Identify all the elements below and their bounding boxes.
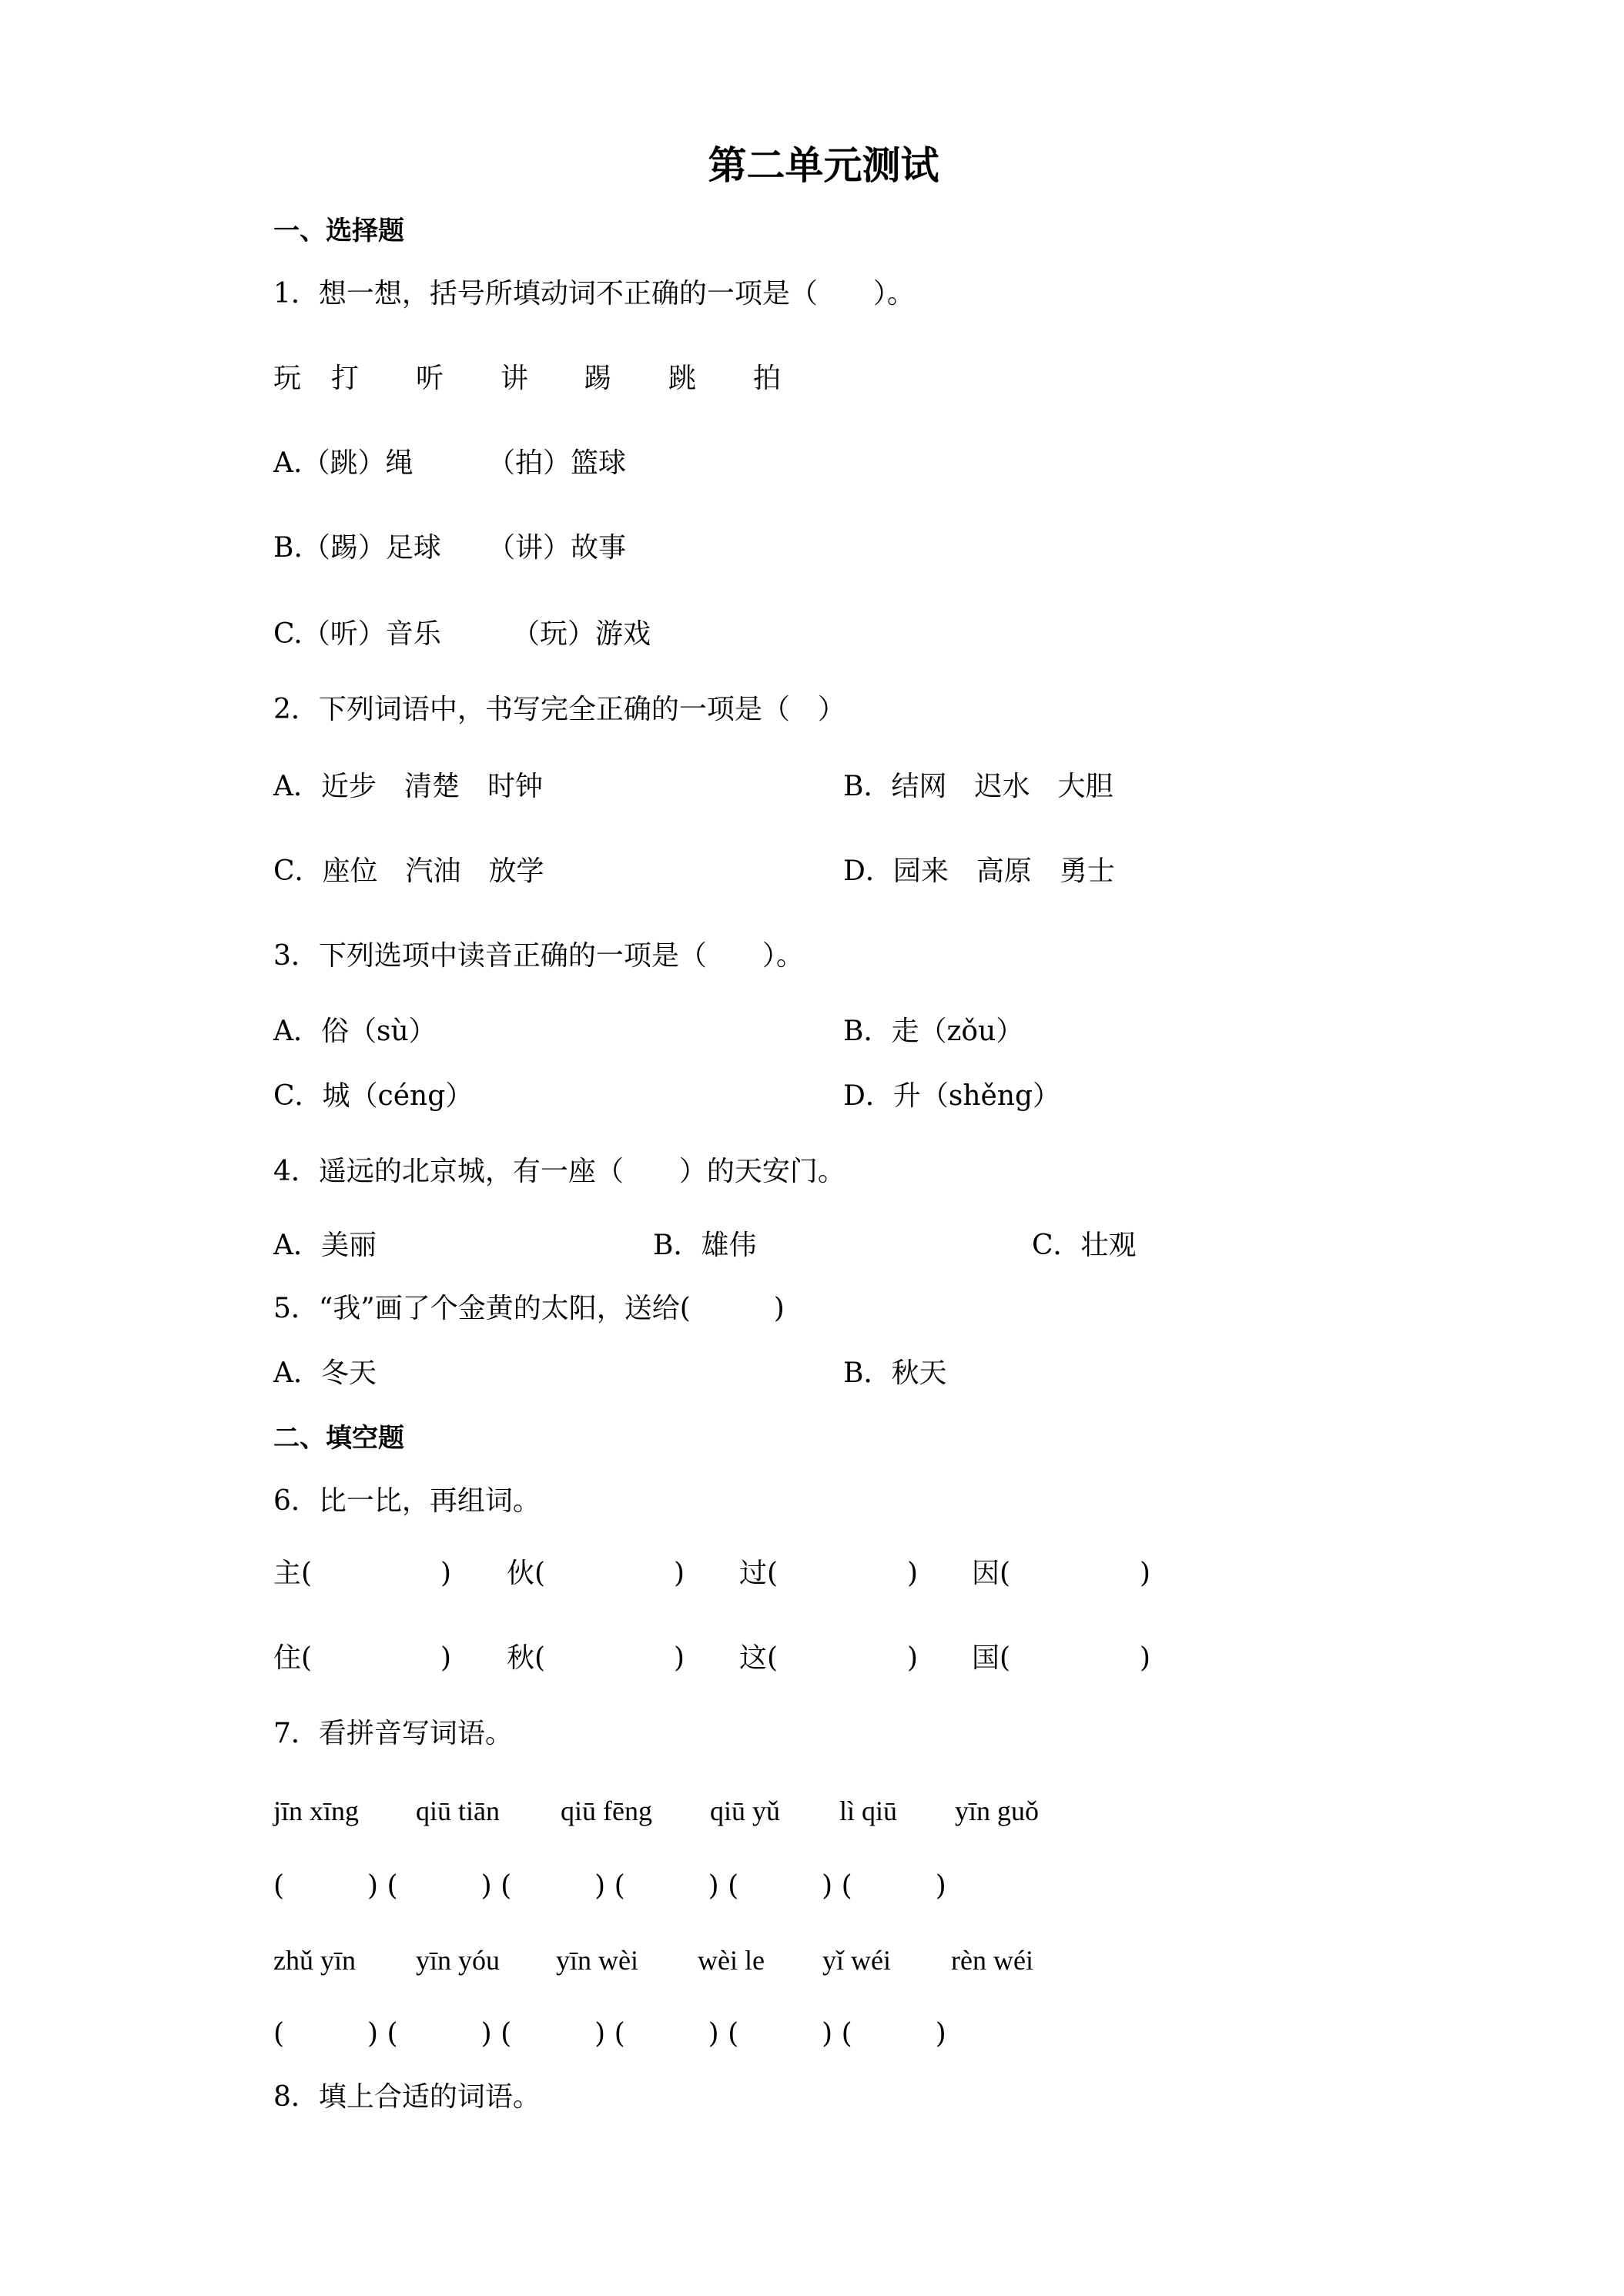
verb-item: 听 — [416, 363, 444, 394]
page-title: 第二单元测试 — [708, 143, 939, 188]
question-1-option-c1: C.（听）音乐 — [273, 618, 441, 650]
compare-close: ) — [674, 1558, 685, 1589]
question-4-stem: 4．遥远的北京城，有一座（ ）的天安门。 — [273, 1156, 845, 1187]
question-4-option-b: B．雄伟 — [653, 1230, 757, 1261]
question-1-option-b1: B.（踢）足球 — [273, 532, 441, 564]
compare-close: ) — [440, 1642, 452, 1674]
pinyin-item: yīn guǒ — [955, 1796, 1040, 1826]
question-1-stem: 1．想一想，括号所填动词不正确的一项是（ ）。 — [273, 278, 915, 310]
pinyin-item: jīn xīng — [273, 1796, 360, 1826]
question-8-stem: 8．填上合适的词语。 — [273, 2081, 541, 2113]
compare-char: 伙( — [507, 1558, 546, 1589]
verb-item: 玩 — [273, 363, 302, 394]
compare-char: 秋( — [507, 1642, 546, 1674]
pinyin-item: lì qiū — [839, 1796, 898, 1826]
compare-char: 住( — [273, 1642, 313, 1674]
question-1-option-b2: （讲）故事 — [487, 532, 627, 564]
compare-char: 因( — [972, 1558, 1011, 1589]
question-2-option-c: C．座位 汽油 放学 — [273, 855, 544, 887]
question-5-option-a: A．冬天 — [273, 1357, 377, 1389]
compare-close: ) — [907, 1558, 919, 1589]
verb-item: 拍 — [753, 363, 782, 394]
question-3-option-c: C．城（céng） — [273, 1080, 474, 1112]
question-1-option-a1: A.（跳）绳 — [273, 447, 414, 479]
question-1-option-c2: （玩）游戏 — [512, 618, 651, 650]
pinyin-item: yǐ wéi — [822, 1945, 891, 1976]
compare-close: ) — [674, 1642, 685, 1674]
pinyin-item: yīn wèi — [556, 1945, 638, 1976]
compare-close: ) — [440, 1558, 452, 1589]
compare-close: ) — [1140, 1558, 1151, 1589]
question-1-option-a2: （拍）篮球 — [487, 447, 627, 479]
verb-item: 跳 — [668, 363, 697, 394]
question-7-stem: 7．看拼音写词语。 — [273, 1718, 513, 1749]
compare-char: 这( — [739, 1642, 779, 1674]
compare-char: 国( — [972, 1642, 1011, 1674]
question-6-stem: 6．比一比，再组词。 — [273, 1485, 541, 1517]
question-7-blanks-1: ( ) ( ) ( ) ( ) ( ) ( ) — [273, 1870, 946, 1902]
section-heading-choice: 一、选择题 — [273, 216, 404, 246]
question-2-option-d: D．园来 高原 勇士 — [843, 855, 1115, 887]
verb-item: 打 — [331, 363, 360, 394]
compare-close: ) — [907, 1642, 919, 1674]
pinyin-item: qiū fēng — [561, 1796, 652, 1826]
pinyin-item: wèi le — [698, 1945, 765, 1976]
question-3-option-a: A．俗（sù） — [273, 1016, 437, 1047]
question-3-option-d: D．升（shěng） — [843, 1080, 1061, 1112]
verb-item: 讲 — [501, 363, 529, 394]
compare-char: 过( — [739, 1558, 779, 1589]
pinyin-item: rèn wéi — [951, 1945, 1033, 1976]
compare-close: ) — [1140, 1642, 1151, 1674]
question-2-option-b: B．结网 迟水 大胆 — [843, 771, 1113, 802]
question-5-option-b: B．秋天 — [843, 1357, 947, 1389]
pinyin-item: zhǔ yīn — [273, 1945, 356, 1976]
question-3-option-b: B．走（zǒu） — [843, 1016, 1024, 1047]
pinyin-item: qiū tiān — [416, 1796, 500, 1826]
question-4-option-a: A．美丽 — [273, 1230, 377, 1261]
pinyin-item: yīn yóu — [416, 1945, 501, 1976]
question-7-blanks-2: ( ) ( ) ( ) ( ) ( ) ( ) — [273, 2018, 946, 2050]
question-3-stem: 3．下列选项中读音正确的一项是（ ）。 — [273, 940, 804, 972]
compare-char: 主( — [273, 1558, 313, 1589]
question-2-stem: 2．下列词语中，书写完全正确的一项是（ ） — [273, 694, 845, 725]
question-5-stem: 5．“我”画了个金黄的太阳，送给( ) — [273, 1293, 785, 1324]
pinyin-item: qiū yǔ — [710, 1796, 781, 1826]
question-2-option-a: A．近步 清楚 时钟 — [273, 771, 543, 802]
verb-item: 踢 — [584, 363, 612, 394]
section-heading-fill: 二、填空题 — [273, 1423, 404, 1454]
question-4-option-c: C．壮观 — [1032, 1230, 1137, 1261]
